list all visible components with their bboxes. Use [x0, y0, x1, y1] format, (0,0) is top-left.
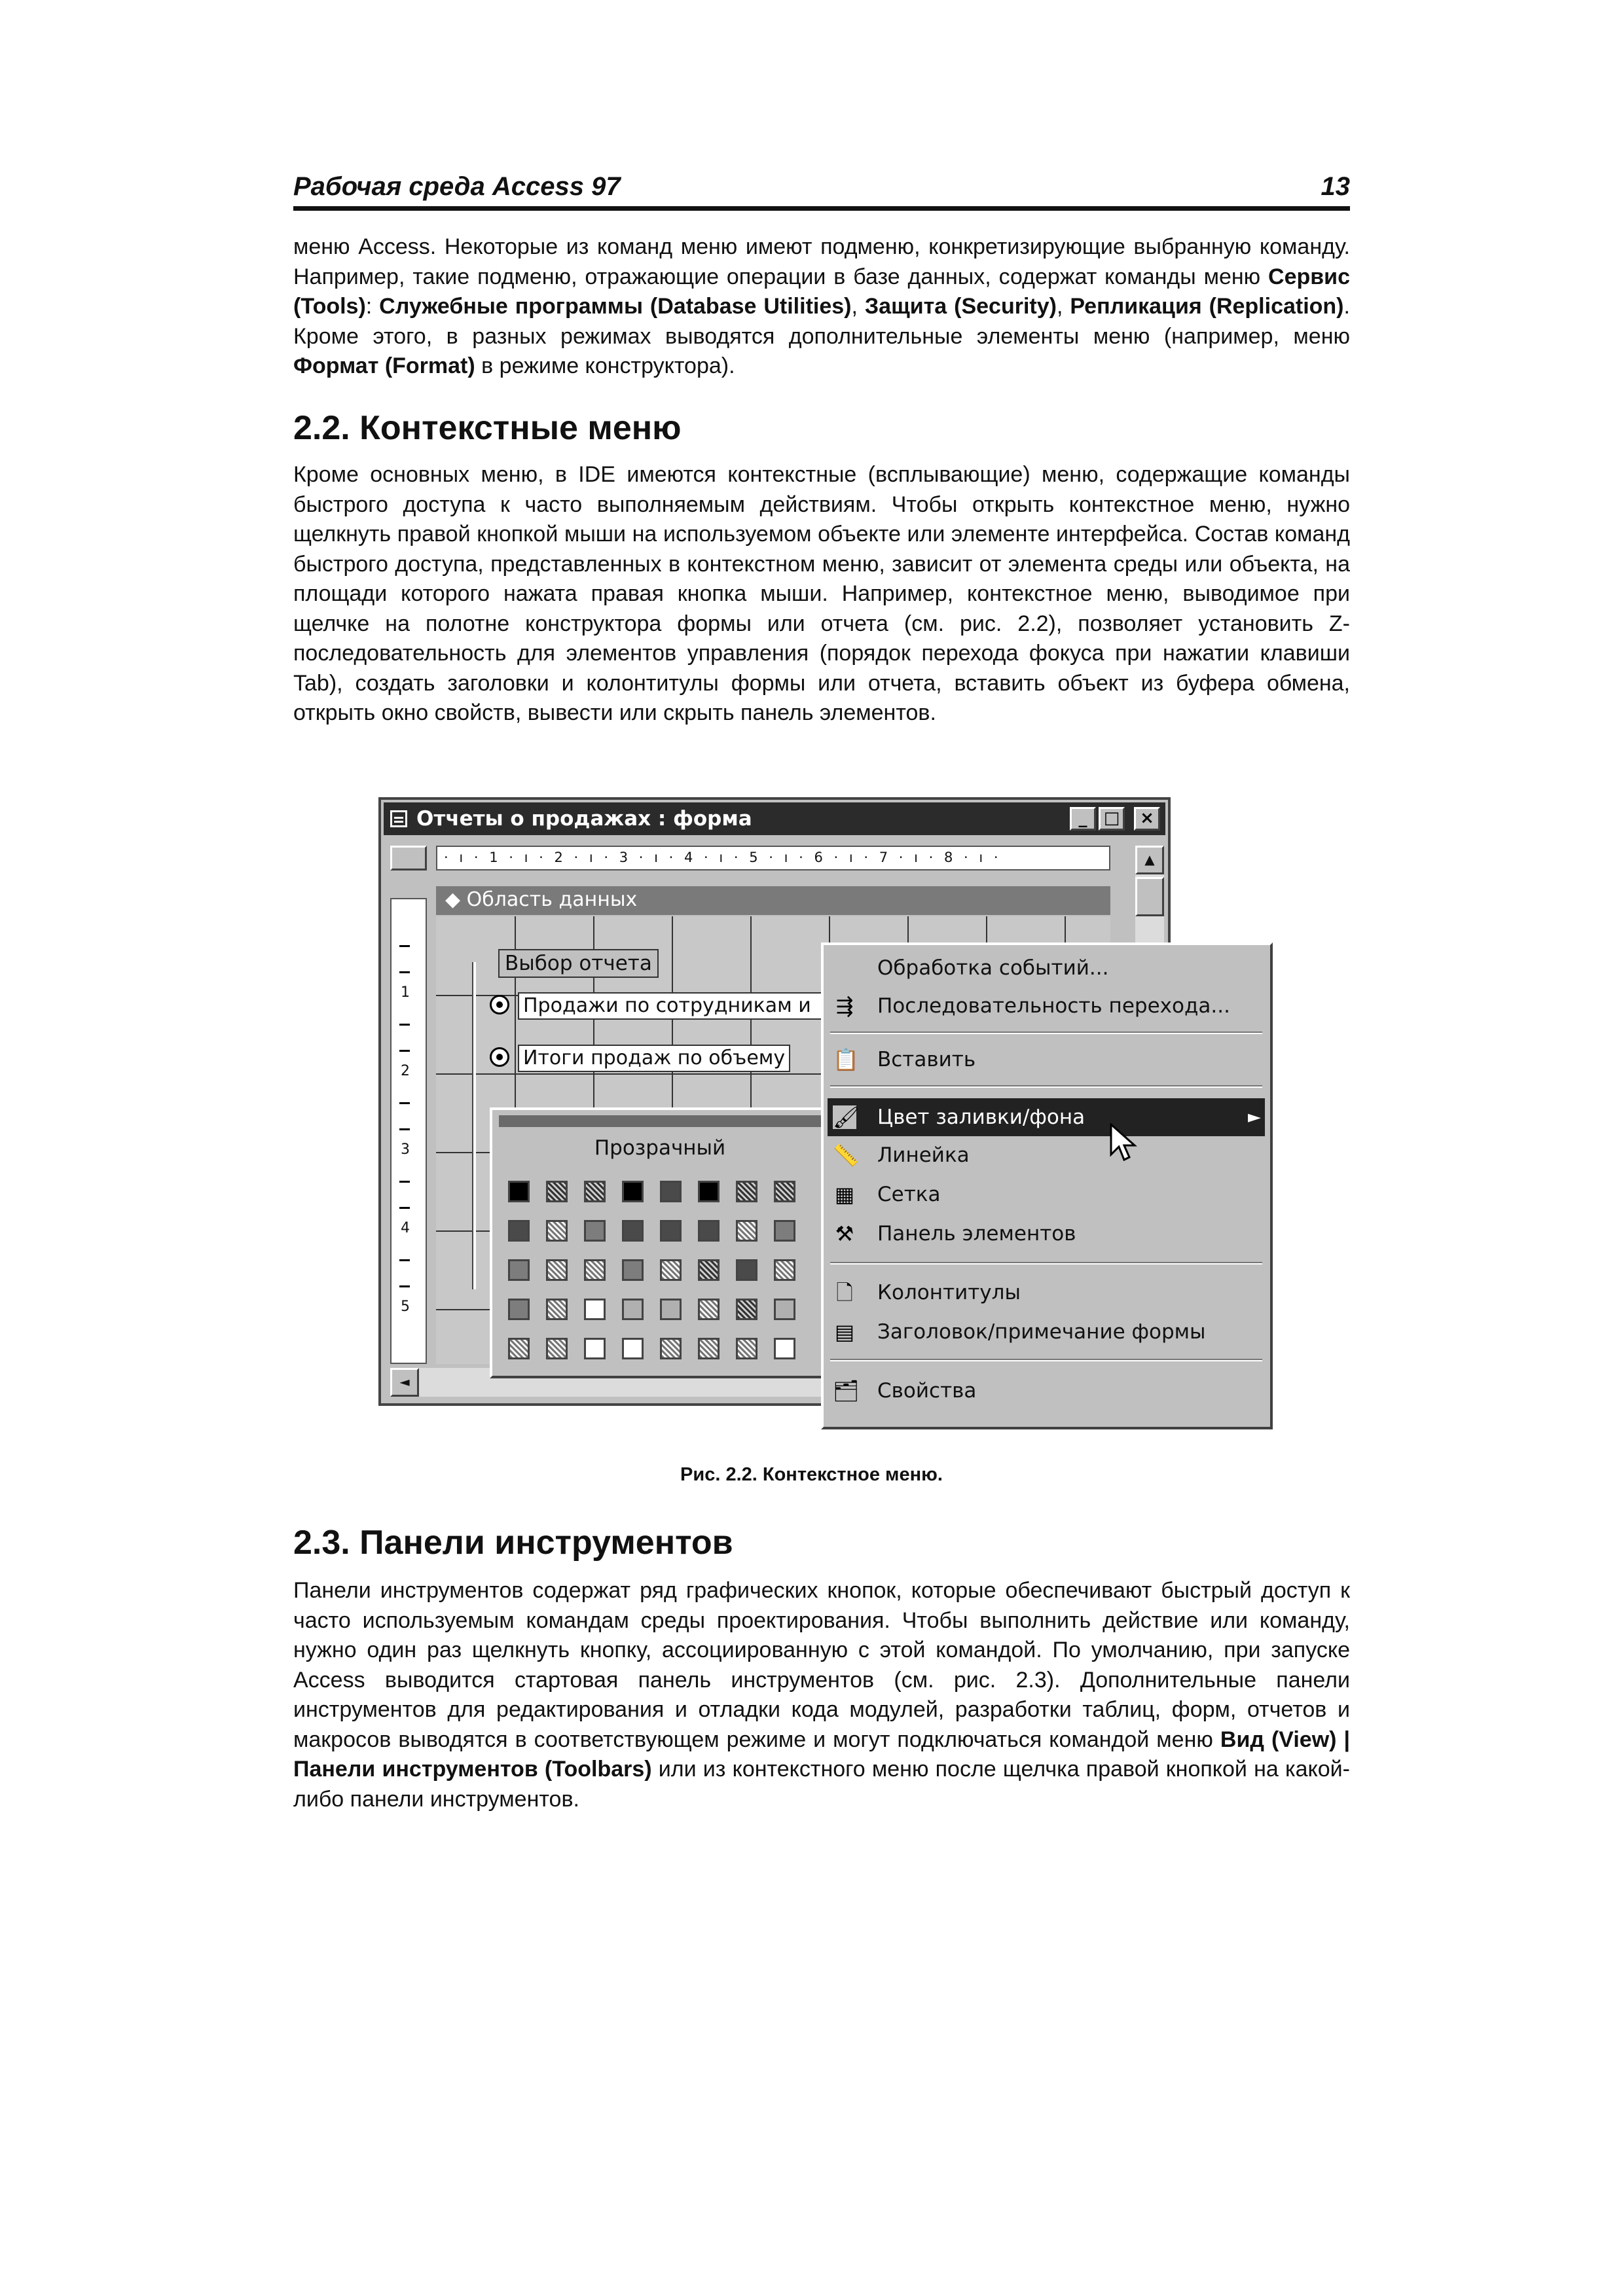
color-swatch[interactable]	[698, 1181, 720, 1202]
page-header-icon: 🗋	[836, 1280, 853, 1305]
color-swatch[interactable]	[508, 1299, 530, 1320]
scroll-up-button[interactable]: ▲	[1135, 846, 1164, 874]
color-swatch[interactable]	[622, 1299, 644, 1320]
paint-bucket-icon: 🖌	[833, 1105, 860, 1130]
scroll-thumb[interactable]	[1135, 877, 1164, 916]
horizontal-ruler[interactable]: · ı · 1 · ı · 2 · ı · 3 · ı · 4 · ı · 5 · ı · 6 · ı · 7 · ı · 8 · ı ·	[436, 846, 1110, 870]
detail-section-bar[interactable]: ◆ Область данных	[436, 886, 1110, 915]
running-header	[293, 167, 1350, 211]
vruler-number: 2	[401, 1063, 410, 1079]
color-swatch[interactable]	[584, 1220, 606, 1242]
paste-icon: 📋	[833, 1047, 859, 1072]
menu-item-tab-order[interactable]: ⇶ Последовательность перехода...	[828, 987, 1265, 1025]
color-swatch[interactable]	[660, 1259, 682, 1281]
color-swatch[interactable]	[736, 1259, 757, 1281]
color-swatch[interactable]	[508, 1338, 530, 1359]
color-swatch[interactable]	[774, 1220, 795, 1242]
menu-item-page-header-footer[interactable]: 🗋 Колонтитулы	[828, 1274, 1265, 1312]
menu-item-form-header-footer[interactable]: ▤ Заголовок/примечание формы	[828, 1313, 1265, 1351]
color-swatch[interactable]	[698, 1338, 720, 1359]
color-swatch[interactable]	[546, 1299, 568, 1320]
color-swatch[interactable]	[546, 1259, 568, 1281]
color-swatch[interactable]	[622, 1181, 644, 1202]
context-menus-paragraph: Кроме основных меню, в IDE имеются контекстные (всплывающие) меню, содержащие команды быстрого доступа к часто выполняемым действиям. Чтобы открыть контекстное меню, нужно щелкнуть правой кнопкой мыши на используемом объекте или элементе интерфейса. Состав команд быстрого доступа, представленных в контекстном меню, зависит от элемента среды или объекта, на площади которого нажата правая кнопка мыши. Например, контекстное меню, выводимое при щелчке на полотне конструктора формы или отчета (см. рис. 2.2), позволяет установить Z-последовательность для элементов управления (порядок перехода фокуса при нажатии клавиши Tab), создать заголовки и колонтитулы формы или отчета, вставить объект из буфера обмена, открыть окно свойств, вывести или скрыть панель элементов.	[293, 462, 1350, 725]
color-swatch[interactable]	[660, 1220, 682, 1242]
page-number: 13	[1321, 172, 1350, 201]
section-heading-context-menus: 2.2. Контекстные меню	[293, 409, 682, 447]
radio-button[interactable]	[490, 995, 509, 1014]
running-title: Рабочая среда Access 97	[293, 172, 621, 201]
intro-paragraph: меню Access. Некоторые из команд меню имеют подменю, конкретизирующие выбранную команду. Например, такие подменю, отражающие операции в базе данных, содержат команды меню Сервис (Tools): Служебные программы (Database Utilities), Защита (Security), Репликация (Replication). Кроме этого, в разных режимах выводятся дополнительные элементы меню (например, меню Формат (Format) в режиме конструктора).	[293, 234, 1350, 378]
menu-item-paste[interactable]: 📋 Вставить	[833, 1047, 976, 1072]
color-swatch[interactable]	[508, 1181, 530, 1202]
color-swatch[interactable]	[736, 1181, 757, 1202]
close-button[interactable]: ×	[1134, 807, 1160, 831]
color-swatch[interactable]	[774, 1181, 795, 1202]
color-swatch[interactable]	[546, 1338, 568, 1359]
color-swatch[interactable]	[660, 1181, 682, 1202]
color-swatch[interactable]	[736, 1338, 757, 1359]
menu-item-fill-back-color[interactable]: 🖌 Цвет заливки/фона ►	[828, 1098, 1265, 1136]
color-swatch[interactable]	[546, 1181, 568, 1202]
color-swatch[interactable]	[698, 1259, 720, 1281]
color-swatch[interactable]	[660, 1299, 682, 1320]
color-palette	[490, 1107, 830, 1378]
window-titlebar[interactable]	[384, 802, 1165, 835]
vruler-number: 1	[401, 984, 410, 1001]
color-swatch[interactable]	[584, 1299, 606, 1320]
properties-icon: 🗂	[833, 1378, 860, 1403]
color-swatch[interactable]	[584, 1181, 606, 1202]
context-menu	[821, 942, 1273, 1429]
transparent-option[interactable]: Прозрачный	[594, 1136, 726, 1160]
color-swatch[interactable]	[622, 1259, 644, 1281]
color-swatch[interactable]	[660, 1338, 682, 1359]
color-swatch[interactable]	[698, 1220, 720, 1242]
radio-button[interactable]	[490, 1047, 509, 1067]
ruler-icon: 📏	[833, 1143, 859, 1168]
menu-item-toolbox[interactable]: ⚒ Панель элементов	[828, 1215, 1265, 1253]
form-icon	[390, 810, 407, 827]
toolbox-icon: ⚒	[835, 1221, 854, 1246]
menu-item-properties[interactable]: 🗂 Свойства	[833, 1378, 977, 1403]
menu-item-grid[interactable]: ▦ Сетка	[828, 1175, 1265, 1213]
mouse-pointer-icon	[1110, 1123, 1139, 1164]
color-swatch[interactable]	[508, 1220, 530, 1242]
vertical-ruler[interactable]	[390, 898, 427, 1364]
option-label[interactable]: Продажи по сотрудникам и	[518, 992, 830, 1020]
minimize-button[interactable]: _	[1070, 807, 1096, 831]
toolbars-paragraph: Панели инструментов содержат ряд графических кнопок, которые обеспечивают быстрый доступ к часто используемым командам среды проектирования. Чтобы выполнить действие или команду, нужно один раз щелкнуть кнопку, ассоциированную с этой командой. По умолчанию, при запуске Access выводится стартовая панель инструментов (см. рис. 2.3). Дополнительные панели инструментов для редактирования и отладки кода модулей, разработки таблиц, форм, отчетов и макросов выводятся в соответствующем режиме и могут подключаться командой меню Вид (View) | Панели инструментов (Toolbars) или из контекстного меню после щелчка правой кнопкой на какой-либо панели инструментов.	[293, 1578, 1351, 1812]
color-swatch[interactable]	[584, 1259, 606, 1281]
tab-order-icon: ⇶	[835, 994, 854, 1018]
color-swatch[interactable]	[698, 1299, 720, 1320]
menu-item-event-builder[interactable]: Обработка событий...	[877, 956, 1109, 980]
color-swatch[interactable]	[508, 1259, 530, 1281]
palette-drag-bar[interactable]	[499, 1115, 821, 1127]
maximize-button[interactable]: □	[1099, 807, 1125, 831]
window-title: Отчеты о продажах : форма	[416, 807, 752, 831]
ruler-corner[interactable]	[390, 846, 427, 870]
form-header-icon: ▤	[834, 1319, 855, 1344]
color-swatch[interactable]	[584, 1338, 606, 1359]
color-swatch[interactable]	[736, 1220, 757, 1242]
color-swatch[interactable]	[774, 1259, 795, 1281]
submenu-arrow-icon: ►	[1248, 1107, 1261, 1127]
figure-caption: Рис. 2.2. Контекстное меню.	[680, 1464, 943, 1485]
vruler-number: 4	[401, 1220, 410, 1236]
vruler-number: 5	[401, 1299, 410, 1315]
option-group-frame	[472, 962, 476, 1289]
scroll-left-button[interactable]: ◄	[390, 1368, 419, 1397]
color-swatch[interactable]	[774, 1299, 795, 1320]
vruler-number: 3	[401, 1141, 410, 1158]
menu-item-ruler[interactable]: 📏 Линейка	[833, 1143, 970, 1168]
color-swatch[interactable]	[546, 1220, 568, 1242]
option-label[interactable]: Итоги продаж по объему	[518, 1045, 790, 1072]
color-swatch[interactable]	[736, 1299, 757, 1320]
color-swatch[interactable]	[774, 1338, 795, 1359]
grid-icon: ▦	[834, 1182, 855, 1207]
section-heading-toolbars: 2.3. Панели инструментов	[293, 1524, 733, 1562]
color-swatch[interactable]	[622, 1338, 644, 1359]
color-swatch[interactable]	[622, 1220, 644, 1242]
option-group-label[interactable]: Выбор отчета	[498, 949, 659, 978]
